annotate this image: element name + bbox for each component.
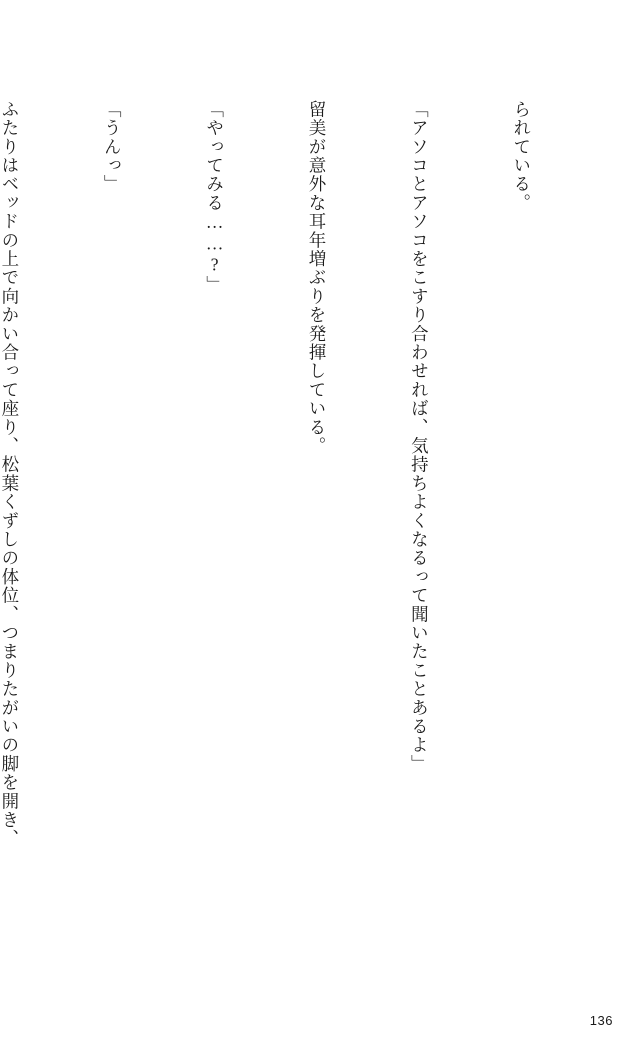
paragraph: 「やってみる……?」 <box>204 100 225 295</box>
paragraph: 留美が意外な耳年増ぶりを発揮している。 <box>307 100 327 456</box>
paragraph: られている。 <box>511 100 532 213</box>
paragraph: ふたりはベッドの上で向かい合って座り、松葉くずしの体位、つまりたがいの脚を開き、 <box>0 100 20 848</box>
page-body-text <box>0 100 607 980</box>
page-number: 136 <box>589 1013 613 1028</box>
paragraph: 「アソコとアソコをこすり合わせれば、気持ちよくなるって聞いたことあるよ」 <box>409 100 430 774</box>
paragraph: 「うんっ」 <box>102 100 123 194</box>
